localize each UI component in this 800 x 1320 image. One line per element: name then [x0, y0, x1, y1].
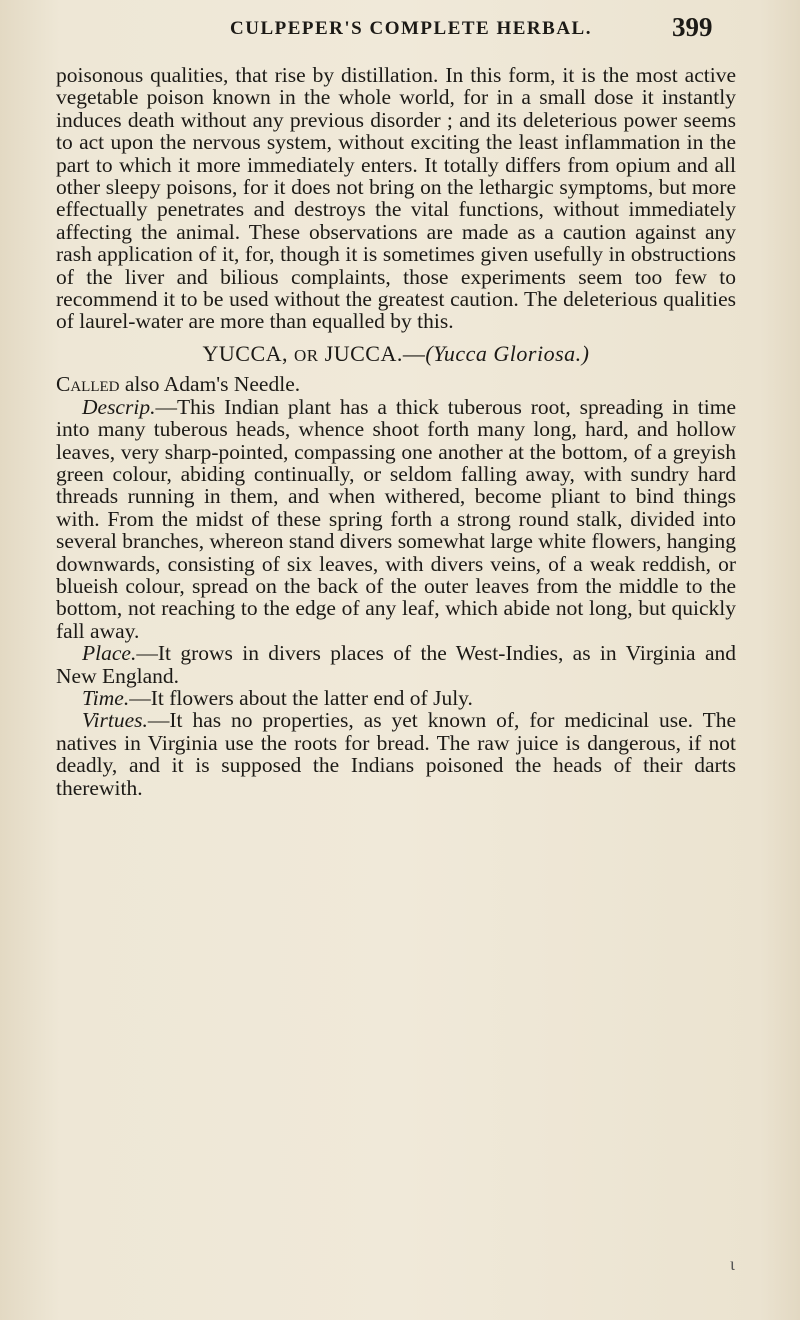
title-latin: (Yucca Gloriosa.): [425, 340, 590, 366]
virtues-paragraph: [56, 709, 736, 799]
page-header: [0, 10, 800, 56]
body-text: [56, 64, 736, 799]
descrip-label: Descrip.: [82, 394, 156, 419]
page-number: 399: [672, 12, 713, 42]
place-label: Place.: [82, 641, 137, 666]
called-label: Called: [56, 372, 120, 397]
descrip-text: —This Indian plant has a thick tuberous root, spreading in time into many tuberous heads, whence shoot forth many long, hard, and hollow leaves, very sharp-pointed, compassing one another at the bottom, of a greyish green colour, abiding continually, or seldom falling away, with sundry hard threads running in them, and when withered, become pliant to bind things with. From the midst of these spring forth a strong round stalk, divided into several branches, whereon stand divers somewhat large white flowers, hanging downwards, consisting of six leaves, with divers veins, of a weak reddish, or blueish colour, spread on the back of the outer leaves from the middle to the bottom, not reaching to the edge of any leaf, which abide not long, but quickly fall away.: [56, 394, 736, 643]
virtues-text: —It has no properties, as yet known of, for medicinal use. The natives in Virginia use the roots for bread. The raw juice is dangerous, if not deadly, and it is supposed the Indians poisoned the heads of their darts therewith.: [56, 708, 736, 800]
place-text: —It grows in divers places of the West-Indies, as in Virginia and New England.: [56, 641, 736, 688]
place-paragraph: [56, 642, 736, 687]
title-main: YUCCA,: [202, 340, 289, 366]
section-title: [56, 340, 736, 367]
title-or: OR: [294, 345, 319, 365]
descrip-paragraph: [56, 396, 736, 642]
running-head: CULPEPER'S COMPLETE HERBAL.: [230, 18, 592, 39]
stray-mark: ɩ: [730, 1254, 735, 1274]
called-text: also Adam's Needle.: [119, 372, 301, 397]
time-label: Time.: [82, 685, 130, 710]
title-alt: JUCCA.—: [324, 340, 426, 366]
opening-paragraph: poisonous qualities, that rise by distillation. In this form, it is the most active vegetable poison known in the whole world, for in a small dose it instantly induces death without any previous disorder ; and its deleterious power seems to act upon the nervous system, without exciting the least inflammation in the part to which it more immediately enters. It totally differs from opium and all other sleepy poisons, for it does not bring on the lethargic symptoms, but more effectually penetrates and destroys the vital functions, without immediately affecting the animal. These observations are made as a caution against any rash application of it, for, though it is sometimes given usefully in obstructions of the liver and bilious complaints, those experiments seem too few to recommend it to be used without the greatest caution. The deleterious qualities of laurel-water are more than equalled by this.: [56, 63, 736, 334]
time-paragraph: [56, 687, 736, 709]
time-text: —It flowers about the latter end of July.: [129, 685, 473, 710]
called-paragraph: [56, 373, 736, 395]
virtues-label: Virtues.: [82, 708, 148, 733]
